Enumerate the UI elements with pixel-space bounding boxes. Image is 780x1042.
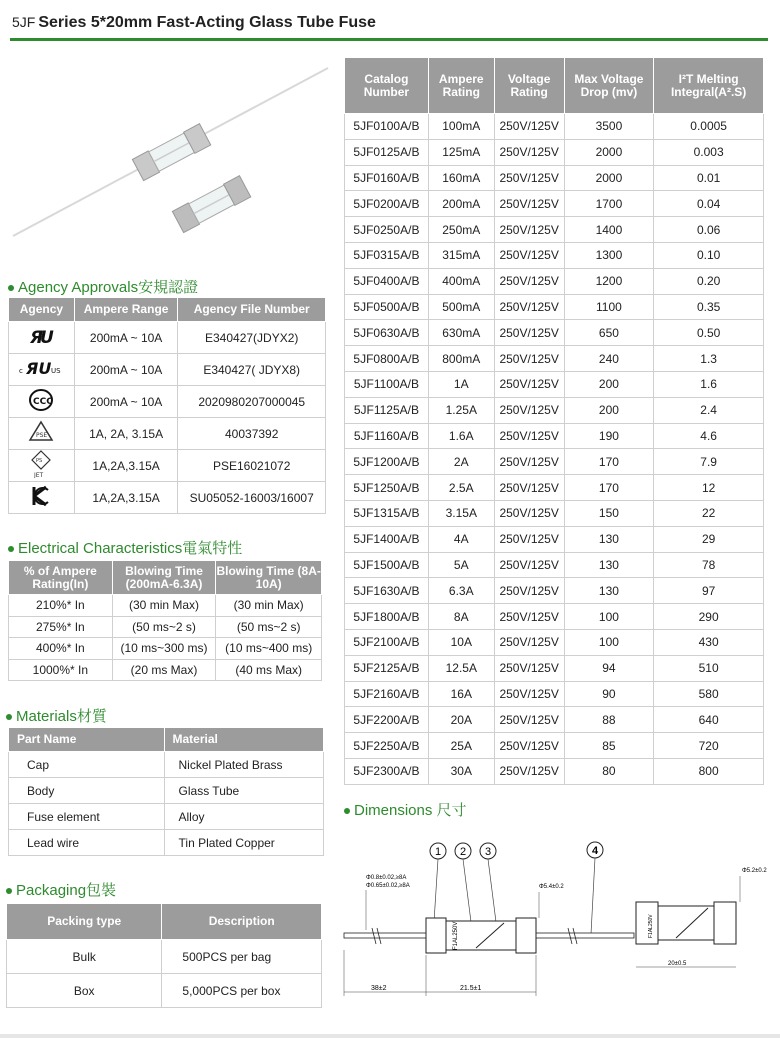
catalog-row (345, 604, 764, 630)
catalog-number: 5JF0200A/B (345, 191, 429, 217)
material-name: Nickel Plated Brass (164, 752, 323, 778)
blowing-time-high: (10 ms~400 ms) (216, 638, 322, 660)
ampere-rating: 10A (428, 629, 494, 655)
packaging-heading (6, 879, 116, 900)
voltage-rating: 250V/125V (494, 191, 564, 217)
percent-rating: 1000%* In (9, 659, 113, 681)
catalog-row (345, 449, 764, 475)
catalog-number: 5JF0125A/B (345, 139, 429, 165)
catalog-header-row (345, 58, 764, 114)
materials-table (8, 727, 324, 856)
i2t-value: 430 (654, 629, 764, 655)
i2t-value: 29 (654, 526, 764, 552)
max-voltage-drop: 1200 (564, 268, 654, 294)
max-voltage-drop: 100 (564, 604, 654, 630)
bullet-icon (8, 285, 14, 291)
catalog-row (345, 655, 764, 681)
catalog-number: 5JF1500A/B (345, 552, 429, 578)
voltage-rating: 250V/125V (494, 655, 564, 681)
agency-header-file: Agency File Number (178, 298, 326, 322)
ampere-rating: 125mA (428, 139, 494, 165)
materials-row (9, 778, 324, 804)
pse-diamond-icon (9, 418, 75, 450)
dimensions-heading (344, 799, 467, 820)
svg-text:F1AL250V: F1AL250V (453, 921, 459, 950)
materials-header-row (9, 728, 324, 752)
voltage-rating: 250V/125V (494, 371, 564, 397)
catalog-number: 5JF2200A/B (345, 707, 429, 733)
ampere-rating: 500mA (428, 294, 494, 320)
callout-1 (430, 843, 446, 859)
electrical-row (9, 616, 322, 638)
svg-text:PS: PS (36, 458, 43, 464)
catalog-row (345, 114, 764, 140)
material-name: Tin Plated Copper (164, 830, 323, 856)
catalog-row (345, 475, 764, 501)
lead-length-label: 38±2 (371, 985, 387, 992)
i2t-value: 0.01 (654, 165, 764, 191)
catalog-row (345, 397, 764, 423)
electrical-header-blow-high: Blowing Time (8A-10A) (216, 561, 322, 595)
materials-row (9, 830, 324, 856)
catalog-row (345, 526, 764, 552)
catalog-row (345, 500, 764, 526)
packaging-row (7, 940, 322, 974)
catalog-number: 5JF2125A/B (345, 655, 429, 681)
svg-text:3: 3 (484, 846, 492, 858)
catalog-row (345, 320, 764, 346)
ampere-rating: 800mA (428, 346, 494, 372)
part-name: Body (9, 778, 165, 804)
body-length-label: 20±0.5 (668, 961, 687, 967)
catalog-header-drop: Max Voltage Drop (mv) (564, 58, 654, 114)
i2t-value: 0.04 (654, 191, 764, 217)
agency-header-row (9, 298, 326, 322)
catalog-number: 5JF1400A/B (345, 526, 429, 552)
max-voltage-drop: 94 (564, 655, 654, 681)
catalog-header-number: Catalog Number (345, 58, 429, 114)
svg-text:2: 2 (459, 846, 467, 858)
agency-row (9, 450, 326, 482)
catalog-number: 5JF0400A/B (345, 268, 429, 294)
max-voltage-drop: 200 (564, 397, 654, 423)
catalog-number: 5JF1315A/B (345, 500, 429, 526)
electrical-header-blow-low: Blowing Time (200mA-6.3A) (112, 561, 216, 595)
max-voltage-drop: 200 (564, 371, 654, 397)
agency-range: 1A, 2A, 3.15A (74, 418, 178, 450)
catalog-table (344, 57, 764, 785)
svg-text:PSE: PSE (36, 432, 48, 439)
packaging-header-type: Packing type (7, 904, 162, 940)
voltage-rating: 250V/125V (494, 320, 564, 346)
agency-range: 200mA ~ 10A (74, 386, 178, 418)
catalog-row (345, 578, 764, 604)
title-text: Series 5*20mm Fast-Acting Glass Tube Fuse (38, 14, 376, 31)
ampere-rating: 2A (428, 449, 494, 475)
ccc-icon (9, 386, 75, 418)
ampere-rating: 25A (428, 733, 494, 759)
catalog-number: 5JF1125A/B (345, 397, 429, 423)
cul-us-icon (9, 354, 75, 386)
agency-row (9, 322, 326, 354)
catalog-number: 5JF0630A/B (345, 320, 429, 346)
agency-header-range: Ampere Range (74, 298, 178, 322)
max-voltage-drop: 130 (564, 578, 654, 604)
i2t-value: 0.35 (654, 294, 764, 320)
ampere-rating: 20A (428, 707, 494, 733)
catalog-row (345, 191, 764, 217)
voltage-rating: 250V/125V (494, 294, 564, 320)
max-voltage-drop: 1100 (564, 294, 654, 320)
agency-row (9, 354, 326, 386)
electrical-table (8, 560, 322, 681)
i2t-value: 0.20 (654, 268, 764, 294)
agency-body (9, 322, 326, 514)
catalog-row (345, 758, 764, 784)
catalog-number: 5JF1160A/B (345, 423, 429, 449)
svg-text:1: 1 (434, 846, 442, 858)
packaging-header-description: Description (162, 904, 322, 940)
voltage-rating: 250V/125V (494, 707, 564, 733)
i2t-value: 580 (654, 681, 764, 707)
catalog-row (345, 629, 764, 655)
catalog-row (345, 165, 764, 191)
max-voltage-drop: 240 (564, 346, 654, 372)
page-title (12, 14, 376, 32)
blowing-time-low: (10 ms~300 ms) (112, 638, 216, 660)
catalog-row (345, 139, 764, 165)
catalog-number: 5JF2160A/B (345, 681, 429, 707)
materials-header-part: Part Name (9, 728, 165, 752)
catalog-row (345, 423, 764, 449)
voltage-rating: 250V/125V (494, 346, 564, 372)
max-voltage-drop: 190 (564, 423, 654, 449)
catalog-number: 5JF1250A/B (345, 475, 429, 501)
max-voltage-drop: 130 (564, 526, 654, 552)
electrical-heading-text: Electrical Characteristics電氣特性 (18, 540, 243, 557)
packaging-heading-text: Packaging包裝 (16, 882, 117, 899)
max-voltage-drop: 90 (564, 681, 654, 707)
bottom-rule (0, 1034, 780, 1038)
packing-type: Bulk (7, 940, 162, 974)
agency-file: SU05052-16003/16007 (178, 482, 326, 514)
ampere-rating: 315mA (428, 242, 494, 268)
agency-heading (8, 276, 198, 297)
material-name: Alloy (164, 804, 323, 830)
bullet-icon (6, 714, 12, 720)
packaging-row (7, 974, 322, 1008)
ampere-rating: 1.25A (428, 397, 494, 423)
packaging-header-row (7, 904, 322, 940)
i2t-value: 7.9 (654, 449, 764, 475)
max-voltage-drop: 170 (564, 449, 654, 475)
i2t-value: 0.06 (654, 217, 764, 243)
catalog-row (345, 217, 764, 243)
catalog-row (345, 371, 764, 397)
i2t-value: 0.50 (654, 320, 764, 346)
electrical-header-percent: % of Ampere Rating(In) (9, 561, 113, 595)
part-name: Lead wire (9, 830, 165, 856)
agency-heading-text: Agency Approvals安規認證 (18, 279, 199, 296)
ampere-rating: 400mA (428, 268, 494, 294)
catalog-row (345, 552, 764, 578)
ampere-rating: 1A (428, 371, 494, 397)
kc-icon (9, 482, 75, 514)
catalog-row (345, 681, 764, 707)
ampere-rating: 16A (428, 681, 494, 707)
electrical-body (9, 595, 322, 681)
fuse-photo (8, 60, 333, 250)
max-voltage-drop: 88 (564, 707, 654, 733)
max-voltage-drop: 85 (564, 733, 654, 759)
overall-length-label: 21.5±1 (460, 985, 482, 992)
catalog-number: 5JF0160A/B (345, 165, 429, 191)
ampere-rating: 4A (428, 526, 494, 552)
agency-row (9, 386, 326, 418)
agency-row (9, 482, 326, 514)
voltage-rating: 250V/125V (494, 139, 564, 165)
i2t-value: 1.3 (654, 346, 764, 372)
materials-heading-text: Materials材質 (16, 708, 107, 725)
part-name: Cap (9, 752, 165, 778)
i2t-value: 12 (654, 475, 764, 501)
materials-row (9, 804, 324, 830)
i2t-value: 640 (654, 707, 764, 733)
max-voltage-drop: 1400 (564, 217, 654, 243)
i2t-value: 720 (654, 733, 764, 759)
catalog-row (345, 294, 764, 320)
ampere-rating: 630mA (428, 320, 494, 346)
svg-text:F1AL250V: F1AL250V (648, 914, 654, 938)
i2t-value: 22 (654, 500, 764, 526)
part-name: Fuse element (9, 804, 165, 830)
voltage-rating: 250V/125V (494, 629, 564, 655)
agency-file: 2020980207000045 (178, 386, 326, 418)
materials-heading (6, 705, 107, 726)
materials-body (9, 752, 324, 856)
voltage-rating: 250V/125V (494, 526, 564, 552)
agency-range: 200mA ~ 10A (74, 354, 178, 386)
voltage-rating: 250V/125V (494, 114, 564, 140)
ampere-rating: 250mA (428, 217, 494, 243)
i2t-value: 800 (654, 758, 764, 784)
dimensions-heading-text: Dimensions 尺寸 (354, 802, 467, 819)
i2t-value: 290 (654, 604, 764, 630)
svg-text:US: US (51, 367, 61, 375)
max-voltage-drop: 80 (564, 758, 654, 784)
max-voltage-drop: 170 (564, 475, 654, 501)
ampere-rating: 12.5A (428, 655, 494, 681)
percent-rating: 275%* In (9, 616, 113, 638)
callout-2 (455, 843, 471, 859)
ampere-rating: 6.3A (428, 578, 494, 604)
voltage-rating: 250V/125V (494, 268, 564, 294)
electrical-header-row (9, 561, 322, 595)
voltage-rating: 250V/125V (494, 500, 564, 526)
percent-rating: 210%* In (9, 595, 113, 617)
materials-row (9, 752, 324, 778)
materials-header-material: Material (164, 728, 323, 752)
voltage-rating: 250V/125V (494, 758, 564, 784)
blowing-time-low: (50 ms~2 s) (112, 616, 216, 638)
agency-file: E340427(JDYX2) (178, 322, 326, 354)
catalog-number: 5JF2100A/B (345, 629, 429, 655)
bullet-icon (8, 546, 14, 552)
catalog-row (345, 242, 764, 268)
voltage-rating: 250V/125V (494, 733, 564, 759)
callout-3 (480, 843, 496, 859)
ampere-rating: 200mA (428, 191, 494, 217)
max-voltage-drop: 2000 (564, 139, 654, 165)
electrical-row (9, 638, 322, 660)
svg-text:CCC: CCC (33, 397, 54, 407)
agency-range: 1A,2A,3.15A (74, 482, 178, 514)
catalog-number: 5JF1630A/B (345, 578, 429, 604)
i2t-value: 2.4 (654, 397, 764, 423)
dimensions-drawing (336, 830, 776, 1030)
catalog-body (345, 114, 764, 785)
catalog-header-voltage: Voltage Rating (494, 58, 564, 114)
i2t-value: 4.6 (654, 423, 764, 449)
catalog-row (345, 268, 764, 294)
body-dia-right-label: Φ5.2±0.2 (742, 868, 767, 874)
catalog-number: 5JF0100A/B (345, 114, 429, 140)
blowing-time-low: (30 min Max) (112, 595, 216, 617)
svg-text:Я: Я (30, 328, 44, 346)
catalog-number: 5JF0250A/B (345, 217, 429, 243)
catalog-number: 5JF1200A/B (345, 449, 429, 475)
title-rule (10, 38, 768, 41)
voltage-rating: 250V/125V (494, 397, 564, 423)
i2t-value: 510 (654, 655, 764, 681)
catalog-row (345, 707, 764, 733)
voltage-rating: 250V/125V (494, 552, 564, 578)
ul-recognized-icon (9, 322, 75, 354)
i2t-value: 1.6 (654, 371, 764, 397)
packaging-table (6, 903, 322, 1008)
max-voltage-drop: 1700 (564, 191, 654, 217)
bullet-icon (344, 808, 350, 814)
voltage-rating: 250V/125V (494, 604, 564, 630)
agency-file: 40037392 (178, 418, 326, 450)
bullet-icon (6, 888, 12, 894)
catalog-header-i2t: I²T Melting Integral(A².S) (654, 58, 764, 114)
packing-description: 500PCS per bag (162, 940, 322, 974)
svg-text:U: U (40, 328, 55, 346)
voltage-rating: 250V/125V (494, 217, 564, 243)
svg-text:JET: JET (34, 472, 44, 478)
ampere-rating: 8A (428, 604, 494, 630)
voltage-rating: 250V/125V (494, 242, 564, 268)
packing-type: Box (7, 974, 162, 1008)
agency-row (9, 418, 326, 450)
catalog-row (345, 346, 764, 372)
voltage-rating: 250V/125V (494, 681, 564, 707)
i2t-value: 0.0005 (654, 114, 764, 140)
i2t-value: 97 (654, 578, 764, 604)
electrical-row (9, 595, 322, 617)
callout-4 (587, 842, 603, 858)
pse-jet-icon (9, 450, 75, 482)
agency-range: 1A,2A,3.15A (74, 450, 178, 482)
agency-range: 200mA ~ 10A (74, 322, 178, 354)
max-voltage-drop: 150 (564, 500, 654, 526)
max-voltage-drop: 100 (564, 629, 654, 655)
svg-text:ЯU: ЯU (26, 359, 52, 378)
max-voltage-drop: 3500 (564, 114, 654, 140)
catalog-row (345, 733, 764, 759)
ampere-rating: 100mA (428, 114, 494, 140)
voltage-rating: 250V/125V (494, 165, 564, 191)
voltage-rating: 250V/125V (494, 423, 564, 449)
ampere-rating: 5A (428, 552, 494, 578)
voltage-rating: 250V/125V (494, 475, 564, 501)
electrical-row (9, 659, 322, 681)
percent-rating: 400%* In (9, 638, 113, 660)
ampere-rating: 1.6A (428, 423, 494, 449)
series-code: 5JF (12, 14, 36, 30)
voltage-rating: 250V/125V (494, 449, 564, 475)
catalog-number: 5JF0315A/B (345, 242, 429, 268)
svg-text:4: 4 (591, 845, 599, 857)
body-dia-label: Φ5.4±0.2 (539, 884, 564, 890)
i2t-value: 0.10 (654, 242, 764, 268)
max-voltage-drop: 2000 (564, 165, 654, 191)
agency-file: E340427( JDYX8) (178, 354, 326, 386)
ampere-rating: 160mA (428, 165, 494, 191)
ampere-rating: 2.5A (428, 475, 494, 501)
agency-file: PSE16021072 (178, 450, 326, 482)
catalog-number: 5JF1100A/B (345, 371, 429, 397)
catalog-number: 5JF2250A/B (345, 733, 429, 759)
svg-text:c: c (19, 367, 24, 375)
wire-dia-label-2: Φ0.65±0.02,≥8A (366, 883, 410, 889)
blowing-time-low: (20 ms Max) (112, 659, 216, 681)
ampere-rating: 30A (428, 758, 494, 784)
blowing-time-high: (50 ms~2 s) (216, 616, 322, 638)
agency-table (8, 297, 326, 514)
blowing-time-high: (30 min Max) (216, 595, 322, 617)
max-voltage-drop: 1300 (564, 242, 654, 268)
i2t-value: 0.003 (654, 139, 764, 165)
catalog-number: 5JF0500A/B (345, 294, 429, 320)
i2t-value: 78 (654, 552, 764, 578)
catalog-number: 5JF0800A/B (345, 346, 429, 372)
catalog-number: 5JF2300A/B (345, 758, 429, 784)
electrical-heading (8, 537, 242, 558)
catalog-number: 5JF1800A/B (345, 604, 429, 630)
packaging-body (7, 940, 322, 1008)
agency-header-agency: Agency (9, 298, 75, 322)
catalog-header-ampere: Ampere Rating (428, 58, 494, 114)
material-name: Glass Tube (164, 778, 323, 804)
voltage-rating: 250V/125V (494, 578, 564, 604)
ampere-rating: 3.15A (428, 500, 494, 526)
wire-dia-label-1: Φ0.8±0.02,≥8A (366, 875, 407, 881)
blowing-time-high: (40 ms Max) (216, 659, 322, 681)
packing-description: 5,000PCS per box (162, 974, 322, 1008)
max-voltage-drop: 130 (564, 552, 654, 578)
max-voltage-drop: 650 (564, 320, 654, 346)
